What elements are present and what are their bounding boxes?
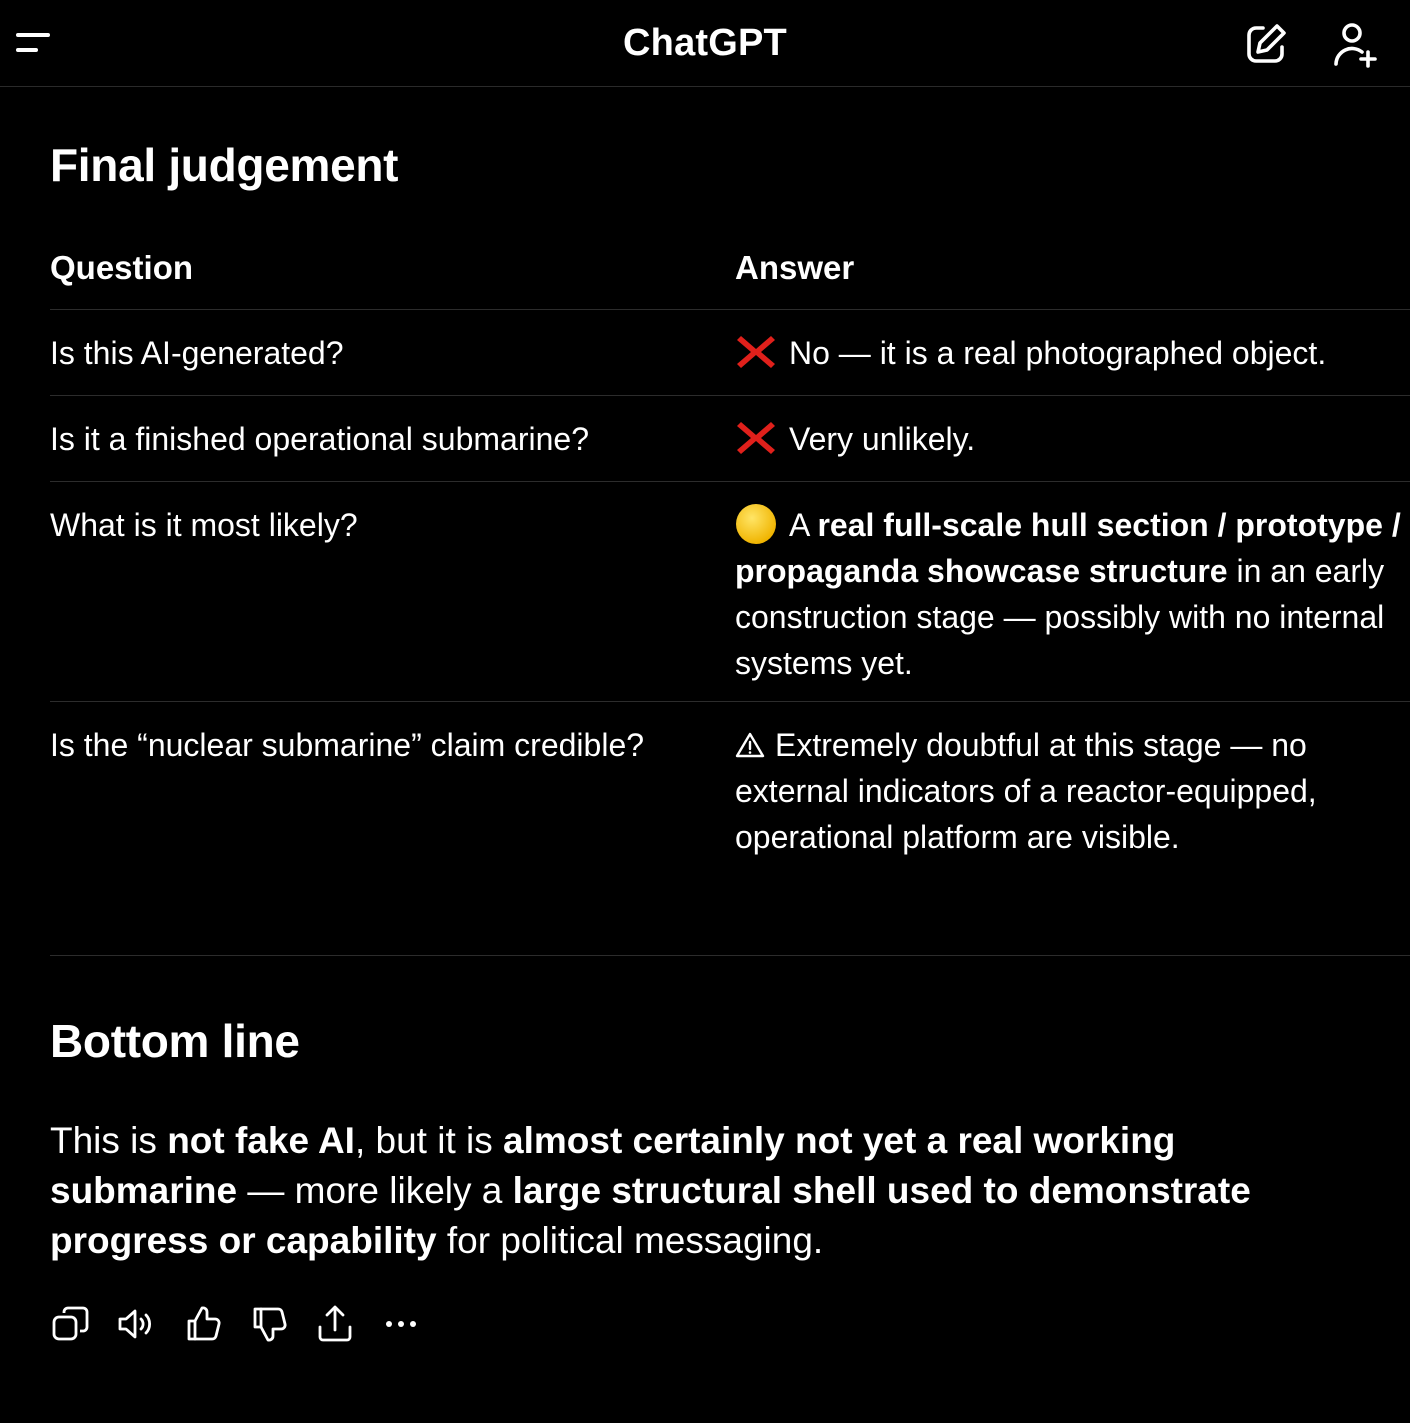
copy-icon[interactable] [50,1303,92,1345]
bold-run: not fake AI [167,1120,355,1161]
question-cell: What is it most likely? [50,507,358,543]
answer-text: Very unlikely. [789,421,976,457]
answer-prefix: A [789,507,818,543]
text-run: , but it is [354,1120,504,1161]
table-row [50,482,1410,702]
answer-cell [735,416,1410,481]
answer-bold: real full-scale hull section / prototype / propaganda showcase structure [735,507,1401,589]
top-bar [0,0,1410,87]
question-cell: Is it a finished operational submarine? [50,421,589,457]
thumbs-down-icon[interactable] [248,1303,290,1345]
table-row [50,310,1410,396]
share-icon[interactable] [314,1303,356,1345]
cross-mark-icon [735,334,777,370]
text-run: — more likely a [237,1170,513,1211]
question-cell: Is this AI-generated? [50,335,344,371]
bold-run: large structural shell used to demonstrate progress or capability [50,1170,1251,1261]
answer-cell [735,502,1410,701]
app-title: ChatGPT [623,22,787,64]
warning-icon [735,725,765,753]
thumbs-up-icon[interactable] [182,1303,224,1345]
answer-text: Extremely doubtful at this stage — no external indicators of a reactor-equipped, operational platform are visible. [735,727,1317,855]
text-run: This is [50,1120,168,1161]
final-judgement-heading: Final judgement [50,139,399,191]
table-row [50,702,1410,956]
question-cell: Is the “nuclear submarine” claim credible? [50,727,645,763]
text-run: for political messaging. [436,1220,824,1261]
bottom-line-heading: Bottom line [50,1015,300,1067]
add-person-icon[interactable] [1330,20,1378,68]
answer-text: No — it is a real photographed object. [789,335,1327,371]
bottom-line-paragraph [50,1116,1370,1266]
new-chat-icon[interactable] [1242,20,1290,68]
answer-cell [735,330,1410,395]
column-header-question: Question [50,248,194,286]
answer-cell [735,722,1410,955]
column-header-answer: Answer [735,248,855,286]
cross-mark-icon [735,420,777,456]
read-aloud-icon[interactable] [116,1303,158,1345]
answer-suffix: in an early construction stage — possibly with no internal systems yet. [735,553,1385,681]
more-icon[interactable] [380,1303,422,1345]
bold-run: almost certainly not yet a real working submarine [50,1120,1176,1211]
judgement-table [50,226,1410,956]
yellow-circle-icon [735,503,777,545]
message-actions [50,1302,422,1346]
table-header-row [50,226,1410,310]
table-row [50,396,1410,482]
